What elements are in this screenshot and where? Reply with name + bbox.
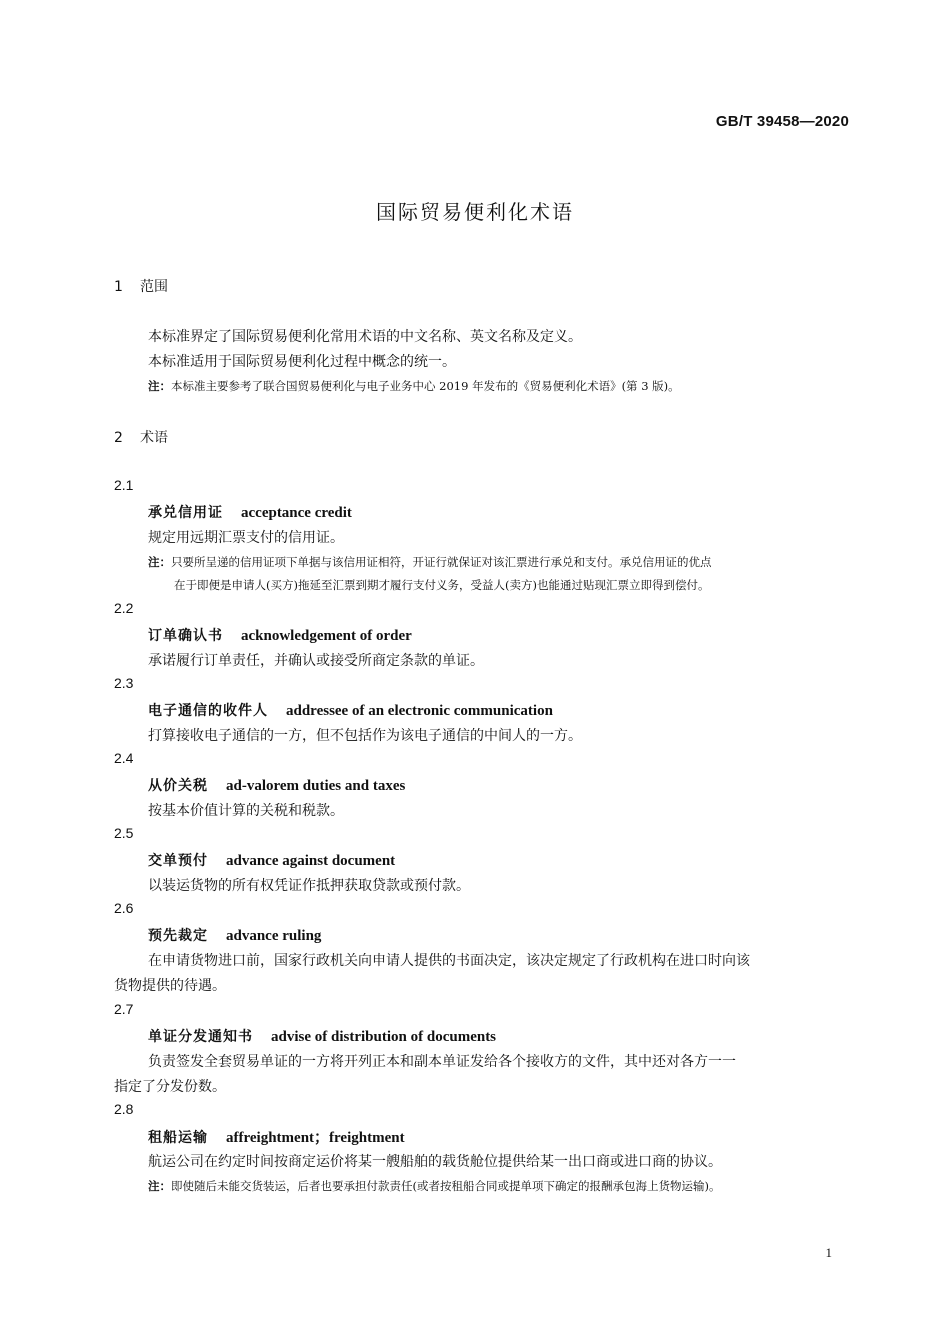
term-english-name: advance ruling (226, 928, 322, 944)
term-chinese-name: 交单预付 (148, 853, 208, 869)
term-definition: 在申请货物进口前，国家行政机关向申请人提供的书面决定，该决定规定了行政机构在进口时向该 (148, 953, 750, 969)
note-text: 本标准主要参考了联合国贸易便利化与电子业务中心 2019 年发布的《贸易便利化术语》(第 3 版)。 (171, 379, 680, 393)
term-english-name: acceptance credit (241, 505, 352, 521)
section-2-heading (114, 427, 168, 447)
term-chinese-name: 预先裁定 (148, 928, 208, 944)
document-title: 国际贸易便利化术语 (376, 200, 574, 224)
term-chinese-name: 租船运输 (148, 1130, 208, 1146)
term-note-continuation: 在于即便是申请人(买方)拖延至汇票到期才履行支付义务，受益人(卖方)也能通过贴现汇票立即得到偿付。 (174, 578, 710, 592)
term-chinese-name: 单证分发通知书 (148, 1029, 253, 1045)
term-heading (148, 1026, 496, 1046)
section-number: 1 (114, 279, 123, 295)
term-definition-continuation: 指定了分发份数。 (114, 1079, 226, 1095)
page-number: 1 (825, 1245, 832, 1260)
term-heading (148, 925, 321, 945)
term-number: 2.7 (114, 1001, 134, 1017)
scope-note (148, 378, 680, 394)
term-heading (148, 502, 352, 522)
term-heading (148, 1126, 405, 1147)
note-text: 即使随后未能交货装运，后者也要承担付款责任(或者按租船合同或提单项下确定的报酬承包海上货物运输)。 (171, 1179, 721, 1193)
standard-number: GB/T 39458—2020 (715, 113, 849, 130)
term-english-name: ad-valorem duties and taxes (226, 778, 406, 794)
scope-paragraph-1: 本标准界定了国际贸易便利化常用术语的中文名称、英文名称及定义。 (148, 329, 582, 345)
note-text-line-1: 只要所呈递的信用证项下单据与该信用证相符，开证行就保证对该汇票进行承兑和支付。承兑信用证的优点 (171, 555, 712, 569)
term-chinese-name: 承兑信用证 (148, 505, 223, 521)
term-chinese-name: 订单确认书 (148, 628, 223, 644)
term-definition: 以装运货物的所有权凭证作抵押获取贷款或预付款。 (148, 878, 470, 894)
scope-paragraph-2: 本标准适用于国际贸易便利化过程中概念的统一。 (148, 354, 456, 370)
term-number: 2.1 (114, 477, 134, 493)
note-label: 注： (148, 1179, 171, 1193)
term-english-name: acknowledgement of order (241, 628, 412, 644)
note-label: 注： (148, 555, 171, 569)
term-number: 2.2 (114, 600, 134, 616)
term-english-name: affreightment；freightment (226, 1130, 405, 1146)
section-number: 2 (114, 430, 123, 446)
term-note (148, 1178, 720, 1194)
section-1-heading (114, 276, 168, 296)
term-chinese-name: 电子通信的收件人 (148, 703, 268, 719)
term-definition: 承诺履行订单责任，并确认或接受所商定条款的单证。 (148, 653, 484, 669)
term-number: 2.6 (114, 900, 134, 916)
term-number: 2.4 (114, 750, 134, 766)
term-definition: 规定用远期汇票支付的信用证。 (148, 530, 344, 546)
term-chinese-name: 从价关税 (148, 778, 208, 794)
term-number: 2.3 (114, 675, 134, 691)
section-title: 范围 (140, 279, 168, 295)
section-title: 术语 (140, 430, 168, 446)
term-definition: 负责签发全套贸易单证的一方将开列正本和副本单证发给各个接收方的文件，其中还对各方一一 (148, 1054, 736, 1070)
term-number: 2.8 (114, 1101, 134, 1117)
term-number: 2.5 (114, 825, 134, 841)
term-note (148, 554, 712, 570)
term-heading (148, 775, 405, 795)
term-english-name: advance against document (226, 853, 396, 869)
term-heading (148, 700, 553, 720)
term-definition: 按基本价值计算的关税和税款。 (148, 803, 344, 819)
note-label: 注： (148, 379, 171, 393)
term-english-name: advise of distribution of documents (271, 1029, 497, 1045)
term-heading (148, 625, 412, 645)
term-definition: 打算接收电子通信的一方，但不包括作为该电子通信的中间人的一方。 (148, 728, 582, 744)
term-definition: 航运公司在约定时间按商定运价将某一艘船舶的载货舱位提供给某一出口商或进口商的协议。 (148, 1154, 722, 1170)
term-english-name: addressee of an electronic communication (286, 703, 553, 719)
term-definition-continuation: 货物提供的待遇。 (114, 978, 226, 994)
term-heading (148, 850, 395, 870)
